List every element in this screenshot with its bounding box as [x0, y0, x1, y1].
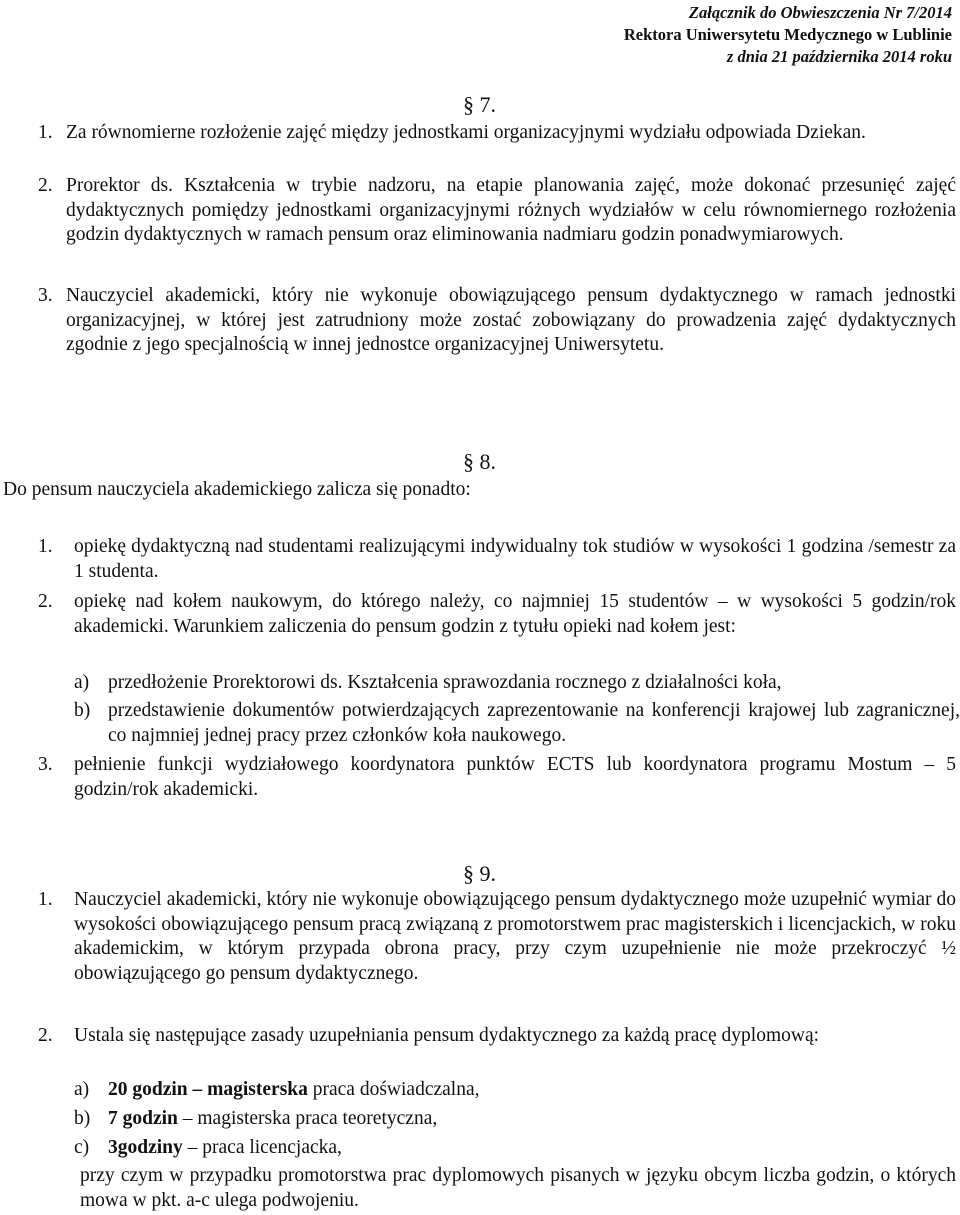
sec7-item-1-num: 1.	[38, 122, 53, 143]
sec9-sub-b-letter: b)	[74, 1108, 91, 1129]
sec9-item-2-num: 2.	[38, 1025, 53, 1046]
sec9-item-1-text: Nauczyciel akademicki, który nie wykonuje obowiązującego pensum dydaktycznego może uzupełnić wymiar do wysokości obowiązującego pensum pracą związaną z promotorstwem prac magisterskich i licencjackich, w roku akademickim, w którym przypada obrona pracy, przy czym uzupełnienie nie może przekroczyć ½ obowiązującego go pensum dydaktycznego.	[74, 889, 956, 984]
sec9-sub-c-text: – praca licencjacka,	[182, 1137, 342, 1158]
sec9-sub-b	[108, 1107, 808, 1132]
sec9-closing: przy czym w przypadku promotorstwa prac dyplomowych pisanych w języku obcym liczba godzin, o których mowa w pkt. a-c ulega podwojeniu.	[80, 1165, 956, 1211]
header-line-2: Rektora Uniwersytetu Medycznego w Lublinie	[623, 25, 952, 44]
sec9-sub-c-letter: c)	[74, 1137, 90, 1158]
sec8-sub-b-text: przedstawienie dokumentów potwierdzających zaprezentowanie na konferencji krajowej lub zagranicznej, co najmniej jednej pracy przez członków koła naukowego.	[108, 700, 960, 746]
sec9-sub-c-bold: 3godziny	[108, 1137, 183, 1158]
sec7-item-3-text: Nauczyciel akademicki, który nie wykonuje obowiązującego pensum dydaktycznego w ramach jednostki organizacyjnej, w której jest zatrudniony może zostać zobowiązany do prowadzenia zajęć dydaktycznych zgodnie z jego specjalnością w innej jednostce organizacyjnej Uniwersytetu.	[66, 285, 956, 356]
sec9-sub-b-text: – magisterska praca teoretyczna,	[177, 1108, 438, 1129]
sec7-item-2-text: Prorektor ds. Kształcenia w trybie nadzoru, na etapie planowania zajęć, może dokonać przesunięć zajęć dydaktycznych pomiędzy jednostkami organizacyjnymi różnych wydziałów w celu równomiernego rozłożenia godzin dydaktycznych w ramach pensum oraz eliminowania nadmiaru godzin ponadwymiarowych.	[66, 175, 956, 246]
sec8-item-1-num: 1.	[38, 536, 53, 557]
sec8-item-3-text: pełnienie funkcji wydziałowego koordynatora punktów ECTS lub koordynatora programu Mostum – 5 godzin/rok akademicki.	[74, 754, 956, 800]
sec8-item-2-text: opiekę nad kołem naukowym, do którego należy, co najmniej 15 studentów – w wysokości 5 godzin/rok akademicki. Warunkiem zaliczenia do pensum godzin z tytułu opieki nad kołem jest:	[74, 591, 956, 637]
sec8-item-3-num: 3.	[38, 754, 53, 775]
sec9-sub-a-text: praca doświadczalna,	[307, 1079, 480, 1100]
header-line-1: Załącznik do Obwieszczenia Nr 7/2014	[688, 3, 952, 22]
sec9-sub-a-letter: a)	[74, 1079, 90, 1100]
sec7-item-1-text: Za równomierne rozłożenie zajęć między jednostkami organizacyjnymi wydziału odpowiada Dziekan.	[66, 122, 866, 143]
sec8-item-2-num: 2.	[38, 591, 53, 612]
section-8-title: § 8.	[463, 449, 496, 474]
header-line-3: z dnia 21 października 2014 roku	[726, 47, 952, 66]
section-7-title: § 7.	[463, 92, 496, 117]
sec9-item-2-text: Ustala się następujące zasady uzupełniania pensum dydaktycznego za każdą pracę dyplomową:	[74, 1025, 820, 1046]
sec7-item-3-num: 3.	[38, 285, 53, 306]
sec8-item-1-text: opiekę dydaktyczną nad studentami realizującymi indywidualny tok studiów w wysokości 1 godzina /semestr za 1 studenta.	[74, 536, 956, 582]
sec9-sub-a-bold: 20 godzin – magisterska	[108, 1079, 308, 1100]
section-9-title: § 9.	[463, 861, 496, 886]
sec8-sub-a-letter: a)	[74, 672, 90, 693]
sec9-sub-a	[108, 1078, 808, 1103]
sec8-sub-b-letter: b)	[74, 700, 91, 721]
sec9-sub-b-bold: 7 godzin	[108, 1108, 178, 1129]
sec9-sub-c	[108, 1136, 808, 1161]
document-header	[624, 2, 952, 68]
sec9-item-1-num: 1.	[38, 889, 53, 910]
sec8-intro: Do pensum nauczyciela akademickiego zalicza się ponadto:	[3, 479, 471, 500]
sec8-sub-a-text: przedłożenie Prorektorowi ds. Kształcenia sprawozdania rocznego z działalności koła,	[108, 672, 782, 693]
sec7-item-2-num: 2.	[38, 175, 53, 196]
